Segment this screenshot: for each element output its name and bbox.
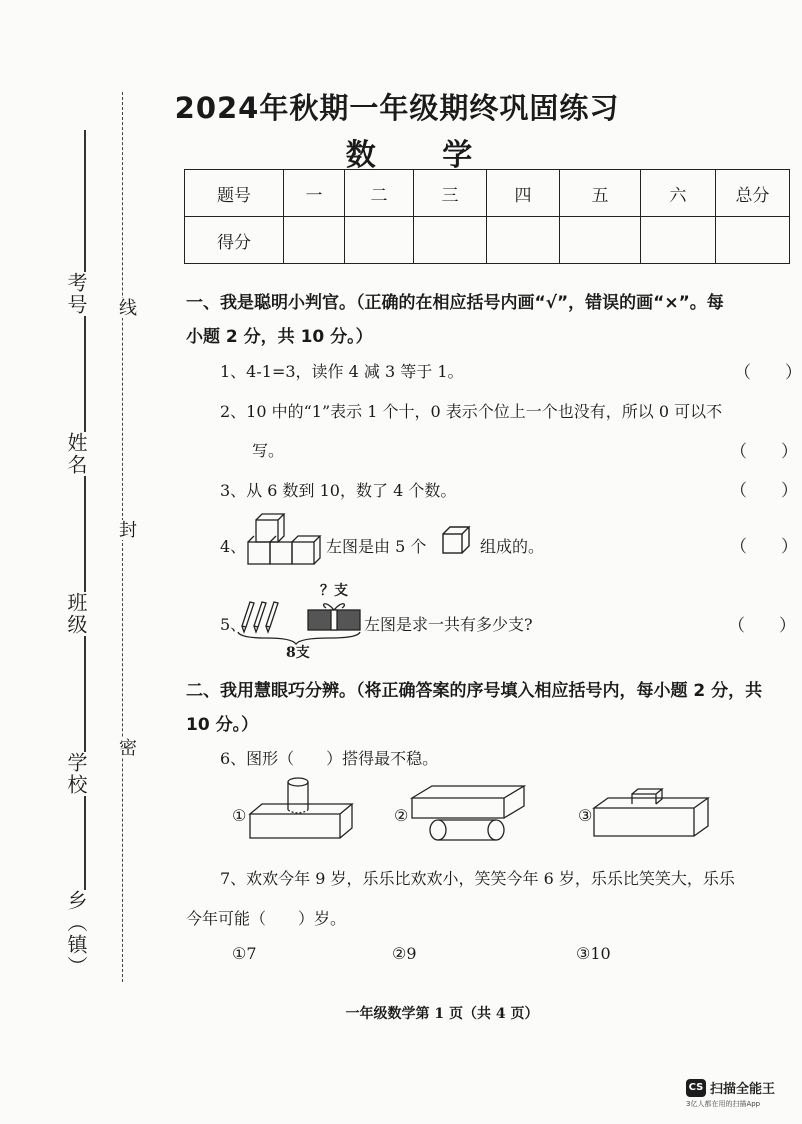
question-4-text-a: 左图是由 5 个 bbox=[326, 537, 427, 556]
margin-label-class: 班级 bbox=[62, 592, 91, 636]
cube-stack-figure bbox=[244, 508, 326, 570]
question-2: 2、10 中的“1”表示 1 个十，0 表示个位上一个也没有，所以 0 可以不 bbox=[220, 402, 723, 421]
score-cell[interactable] bbox=[345, 217, 414, 264]
question-2-cont: 写。 bbox=[252, 441, 285, 460]
score-cell[interactable] bbox=[641, 217, 716, 264]
header-cell: 六 bbox=[641, 170, 716, 217]
row-label-cell: 得分 bbox=[185, 217, 284, 264]
score-table bbox=[184, 169, 790, 264]
answer-paren-2[interactable]: （ ） bbox=[730, 442, 798, 462]
cylinder-on-box-figure bbox=[248, 774, 358, 842]
exam-title: 2024年秋期一年级期终巩固练习 bbox=[174, 91, 620, 125]
section1-heading-cont: 小题 2 分，共 10 分。） bbox=[186, 327, 373, 347]
seal-mi-char: 密 bbox=[113, 738, 139, 758]
answer-paren-1[interactable]: （ ） bbox=[734, 363, 802, 383]
section2-heading-cont: 10 分。） bbox=[186, 715, 259, 735]
question-7-cont: 今年可能（ ）岁。 bbox=[186, 909, 347, 928]
question-5-number: 5、 bbox=[220, 615, 247, 634]
margin-label-school: 学校 bbox=[62, 752, 91, 796]
q6-option-1-label: ① bbox=[232, 806, 247, 825]
score-table-score-row bbox=[185, 217, 790, 264]
header-cell: 五 bbox=[560, 170, 641, 217]
header-cell: 总分 bbox=[716, 170, 790, 217]
cs-logo-icon: CS bbox=[686, 1079, 706, 1097]
seal-feng-char: 封 bbox=[113, 520, 139, 540]
score-cell[interactable] bbox=[560, 217, 641, 264]
question-3: 3、从 6 数到 10，数了 4 个数。 bbox=[220, 481, 457, 500]
margin-fill-line bbox=[84, 130, 86, 970]
header-cell: 一 bbox=[284, 170, 345, 217]
answer-paren-3[interactable]: （ ） bbox=[730, 481, 798, 501]
answer-paren-5[interactable]: （ ） bbox=[728, 616, 796, 636]
box-on-cylinder-figure bbox=[408, 780, 528, 842]
q6-option-2-label: ② bbox=[394, 806, 409, 825]
margin-label-name: 姓名 bbox=[62, 432, 91, 476]
question-1: 1、4-1=3，读作 4 减 3 等于 1。 bbox=[220, 362, 464, 381]
q5-unknown-label: ？支 bbox=[320, 583, 348, 599]
score-cell[interactable] bbox=[716, 217, 790, 264]
question-6: 6、图形（ ）搭得最不稳。 bbox=[220, 749, 439, 768]
header-cell: 三 bbox=[414, 170, 487, 217]
question-5-text: 左图是求一共有多少支? bbox=[364, 615, 533, 634]
section1-heading: 一、我是聪明小判官。（正确的在相应括号内画“√”，错误的画“×”。每 bbox=[186, 293, 724, 313]
score-cell[interactable] bbox=[414, 217, 487, 264]
score-cell[interactable] bbox=[284, 217, 345, 264]
q7-option-1[interactable]: ①7 bbox=[232, 944, 257, 963]
header-cell: 二 bbox=[345, 170, 414, 217]
pencils-and-gift-figure bbox=[236, 596, 364, 646]
answer-paren-4[interactable]: （ ） bbox=[730, 537, 798, 557]
header-cell: 四 bbox=[487, 170, 560, 217]
single-cube-icon bbox=[440, 524, 472, 556]
watermark-app-name: 扫描全能王 bbox=[710, 1082, 776, 1097]
q6-option-3-label: ③ bbox=[578, 806, 593, 825]
watermark-tagline: 3亿人都在用的扫描App bbox=[686, 1100, 761, 1108]
page-footer: 一年级数学第 1 页（共 4 页） bbox=[345, 1006, 539, 1022]
margin-label-kaohao: 考号 bbox=[62, 272, 91, 316]
section2-heading: 二、我用慧眼巧分辨。（将正确答案的序号填入相应括号内，每小题 2 分，共 bbox=[186, 681, 763, 701]
scanner-watermark bbox=[686, 1078, 775, 1109]
q7-option-3[interactable]: ③10 bbox=[576, 944, 611, 963]
header-cell: 题号 bbox=[185, 170, 284, 217]
question-7: 7、欢欢今年 9 岁，乐乐比欢欢小，笑笑今年 6 岁，乐乐比笑笑大，乐乐 bbox=[220, 869, 735, 888]
exam-subject: 数 学 bbox=[345, 138, 501, 173]
score-table-header-row bbox=[185, 170, 790, 217]
q7-option-2[interactable]: ②9 bbox=[392, 944, 417, 963]
score-cell[interactable] bbox=[487, 217, 560, 264]
question-4-number: 4、 bbox=[220, 537, 247, 556]
seal-line-char: 线 bbox=[113, 298, 139, 318]
q5-total-label: 8支 bbox=[286, 645, 310, 661]
margin-label-town: 乡（镇） bbox=[62, 890, 91, 978]
question-4-text-b: 组成的。 bbox=[480, 537, 545, 556]
small-box-on-box-figure bbox=[592, 784, 712, 840]
